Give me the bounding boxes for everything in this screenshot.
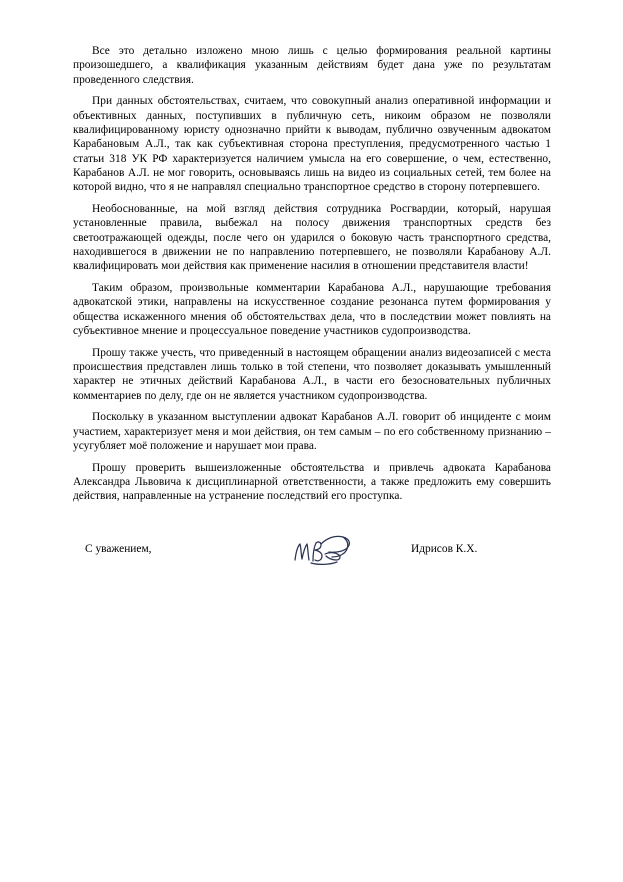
handwritten-signature-icon: [291, 530, 361, 566]
body-paragraph: Прошу проверить вышеизложенные обстоятельства и привлечь адвоката Карабанова Александра Львовича к дисциплинарной ответственности, а также предложить ему совершить действия, направленные на устранение последствий его проступка.: [73, 461, 551, 503]
signer-name: Идрисов К.Х.: [411, 543, 478, 555]
document-body: [73, 44, 551, 504]
body-paragraph: Все это детально изложено мною лишь с целью формирования реальной картины произошедшего, а квалификация указанным действиям будет дана уже по результатам проведенного следствия.: [73, 45, 551, 86]
body-paragraph: При данных обстоятельствах, считаем, что совокупный анализ оперативной информации и объективных данных, поступивших в публичную сеть, никоим образом не позволяли квалифицированному юристу однозначно прийти к выводам, публично озвученным адвокатом Карабановым А.Л., так как субъективная сторона преступления, предусмотренного частью 1 статьи 318 УК РФ характеризуется наличием умысла на его совершение, о чем, естественно, Карабанов А.Л. не мог говорить, основываясь лишь на видео из социальных сетей, тем более на которой видно, что я не направлял специально транспортное средство в сторону потерпевшего.: [73, 95, 551, 194]
body-paragraph: Таким образом, произвольные комментарии Карабанова А.Л., нарушающие требования адвокатской этики, направлены на искусственное создание резонанса путем формирования у общества искаженного мнения об обстоятельствах дела, что в последствии может повлиять на субъективное мнение и процессуальное поведение участников судопроизводства.: [73, 281, 551, 337]
signature-block: [73, 534, 551, 574]
signature-closing: С уважением,: [85, 543, 152, 555]
body-paragraph: Поскольку в указанном выступлении адвокат Карабанов А.Л. говорит об инциденте с моим участием, характеризует меня и мои действия, он тем самым – по его собственному признанию – усугубляет моё положение и нарушает мои права.: [73, 411, 551, 452]
body-paragraph: Необоснованные, на мой взгляд действия сотрудника Росгвардии, который, нарушая установленные правила, выбежал на полосу движения транспортных средств без светоотражающей одежды, после чего он ударился о боковую часть транспортного средства, находившегося в движении не по направлению потерпевшего, не позволяли Карабанову А.Л. квалифицировать мои действия как применение насилия в отношении представителя власти!: [73, 202, 551, 273]
body-paragraph: Прошу также учесть, что приведенный в настоящем обращении анализ видеозаписей с места происшествия представлен лишь только в той степени, что позволяет доказывать умышленный характер не этичных действий Карабанова А.Л., в части его безосновательных публичных комментариев по делу, где он не является участником судопроизводства.: [73, 346, 551, 402]
